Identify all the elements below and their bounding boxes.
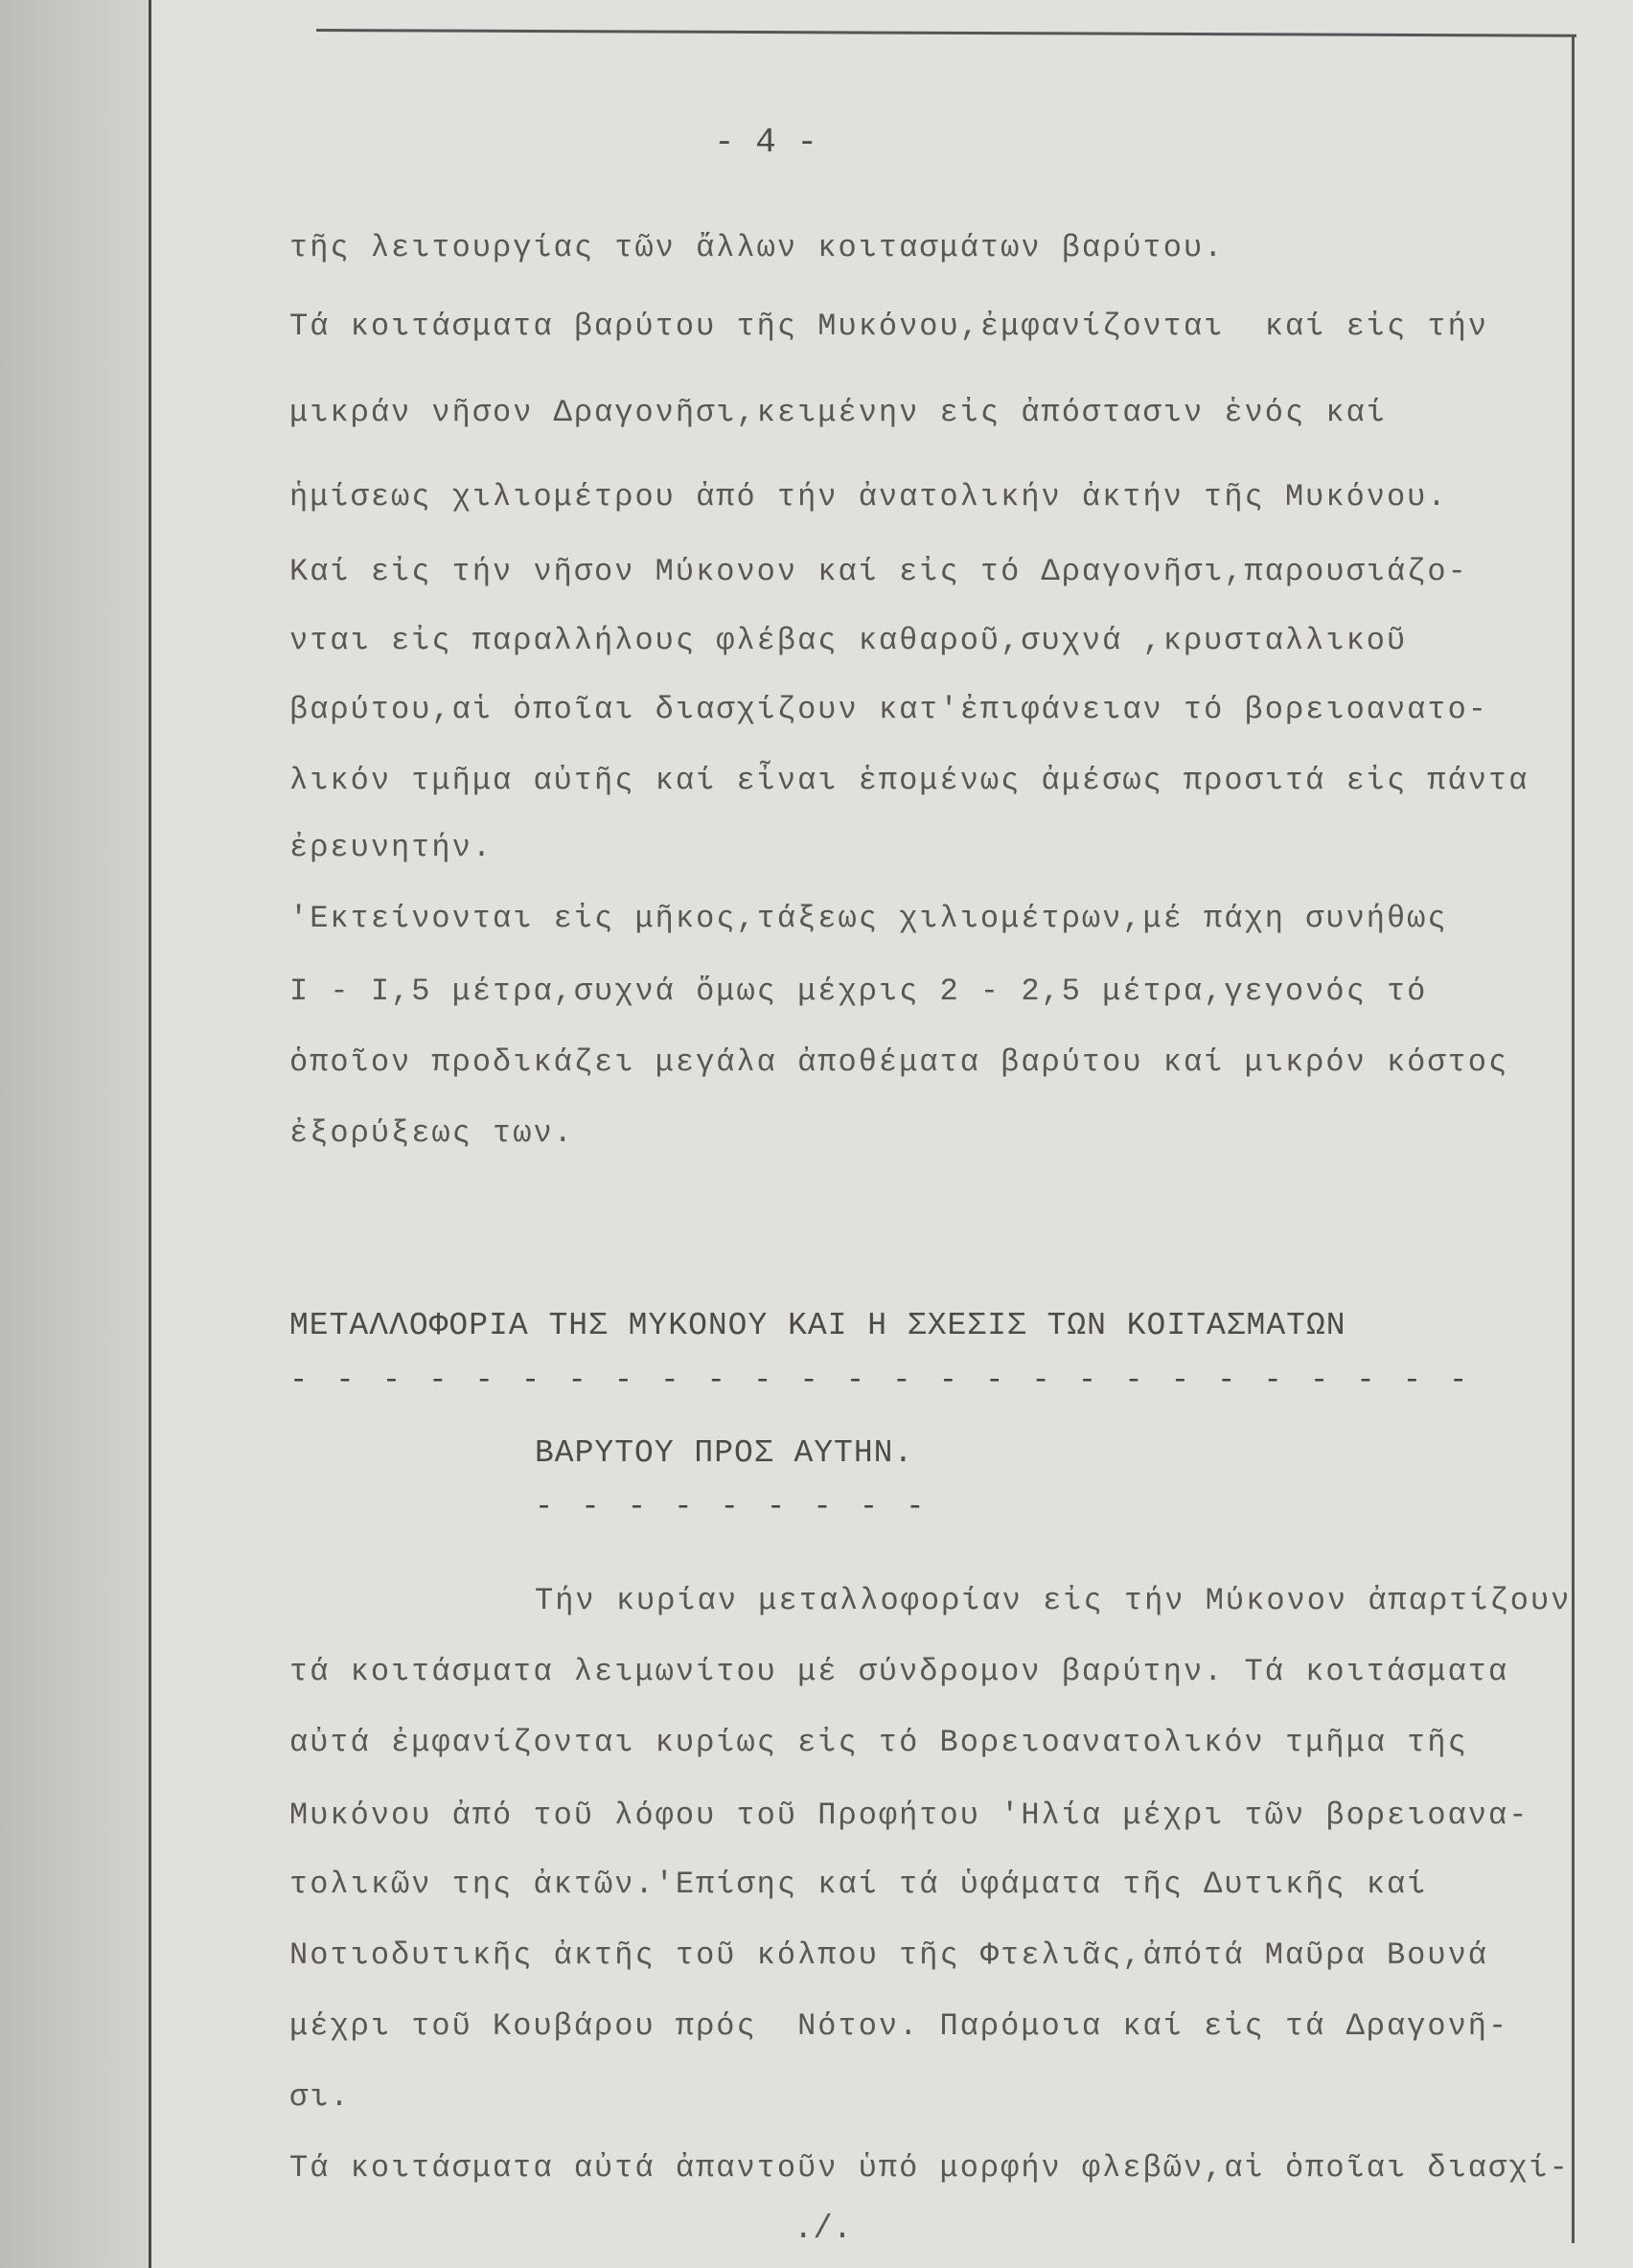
paragraph3-line: αὐτά ἐμφανίζονται κυρίως εἰς τό Βορειοανατολικόν τμῆμα τῆς [289,1725,1468,1760]
paragraph1-line: νται εἰς παραλλήλους φλέβας καθαροῦ,συχνά ,κρυσταλλικοῦ [289,623,1408,658]
paragraph2-line: 'Εκτείνονται εἰς μῆκος,τάξεως χιλιομέτρων,μέ πάχη συνήθως [289,901,1448,936]
paragraph3-line: τολικῶν της ἀκτῶν.'Επίσης καί τά ὑφάματα τῆς Δυτικῆς καί [289,1867,1428,1902]
paragraph3-line: τά κοιτάσματα λειμωνίτου μέ σύνδρομον βαρύτην. Τά κοιτάσματα [289,1654,1509,1689]
paragraph2-line: I - I,5 μέτρα,συχνά ὅμως μέχρις 2 - 2,5 μέτρα,γεγονός τό [289,974,1428,1009]
continuation-mark: ./. [794,2211,853,2248]
paragraph3-line: Τήν κυρίαν μεταλλοφορίαν εἰς τήν Μύκονον ἀπαρτίζουν [535,1583,1572,1618]
paragraph1-line: τῆς λειτουργίας τῶν ἄλλων κοιτασμάτων βαρύτου. [289,230,1225,265]
paragraph1-line: Τά κοιτάσματα βαρύτου τῆς Μυκόνου,ἐμφανίζονται καί εἰς τήν [289,309,1488,344]
paragraph1-line: βαρύτου,αἱ ὁποῖαι διασχίζουν κατ'ἐπιφάνειαν τό βορειοανατο- [289,692,1488,727]
paragraph1-line: Καί εἰς τήν νῆσον Μύκονον καί εἰς τό Δραγονῆσι,παρουσιάζο- [289,554,1468,589]
section-heading-line1: ΜΕΤΑΛΛΟΦΟΡΙΑ ΤΗΣ ΜΥΚΟΝΟΥ ΚΑΙ Η ΣΧΕΣΙΣ ΤΩΝ ΚΟΙΤΑΣΜΑΤΩΝ [289,1308,1346,1343]
paragraph2-line: ἐξορύξεως των. [289,1115,574,1151]
paragraph3-line: Τά κοιτάσματα αὐτά ἀπαντοῦν ὑπό μορφήν φλεβῶν,αἱ ὁποῖαι διασχί- [289,2150,1570,2186]
paragraph3-line: Νοτιοδυτικῆς ἀκτῆς τοῦ κόλπου τῆς Φτελιᾶς,ἀπότά Μαῦρα Βουνά [289,1937,1488,1973]
paragraph1-line: ἡμίσεως χιλιομέτρου ἀπό τήν ἀνατολικήν ἀκτήν τῆς Μυκόνου. [289,479,1448,515]
paragraph2-line: ὁποῖον προδικάζει μεγάλα ἀποθέματα βαρύτου καί μικρόν κόστος [289,1044,1509,1080]
paragraph3-line: Μυκόνου ἀπό τοῦ λόφου τοῦ Προφήτου 'Ηλία μέχρι τῶν βορειοανα- [289,1798,1530,1833]
binding-shadow [0,0,153,2268]
section-heading-underline2: - - - - - - - - - [535,1489,930,1524]
section-heading-line2: ΒΑΡΥΤΟΥ ΠΡΟΣ ΑΥΤΗΝ. [535,1435,914,1471]
section-heading-underline1: - - - - - - - - - - - - - - - - - - - - - - - - - - [289,1363,1473,1398]
page-number: - 4 - [714,123,818,162]
paragraph3-line: σι. [289,2079,351,2115]
page-frame-right-border [1572,34,1575,2243]
paragraph1-line: λικόν τμῆμα αὐτῆς καί εἶναι ἑπομένως ἀμέσως προσιτά εἰς πάντα [289,763,1530,798]
paragraph3-line: μέχρι τοῦ Κουβάρου πρός Νότον. Παρόμοια καί εἰς τά Δραγονῆ- [289,2008,1509,2044]
paragraph1-line: ἐρευνητήν. [289,830,494,865]
paragraph1-line: μικράν νῆσον Δραγονῆσι,κειμένην εἰς ἀπόστασιν ἑνός καί [289,395,1387,430]
